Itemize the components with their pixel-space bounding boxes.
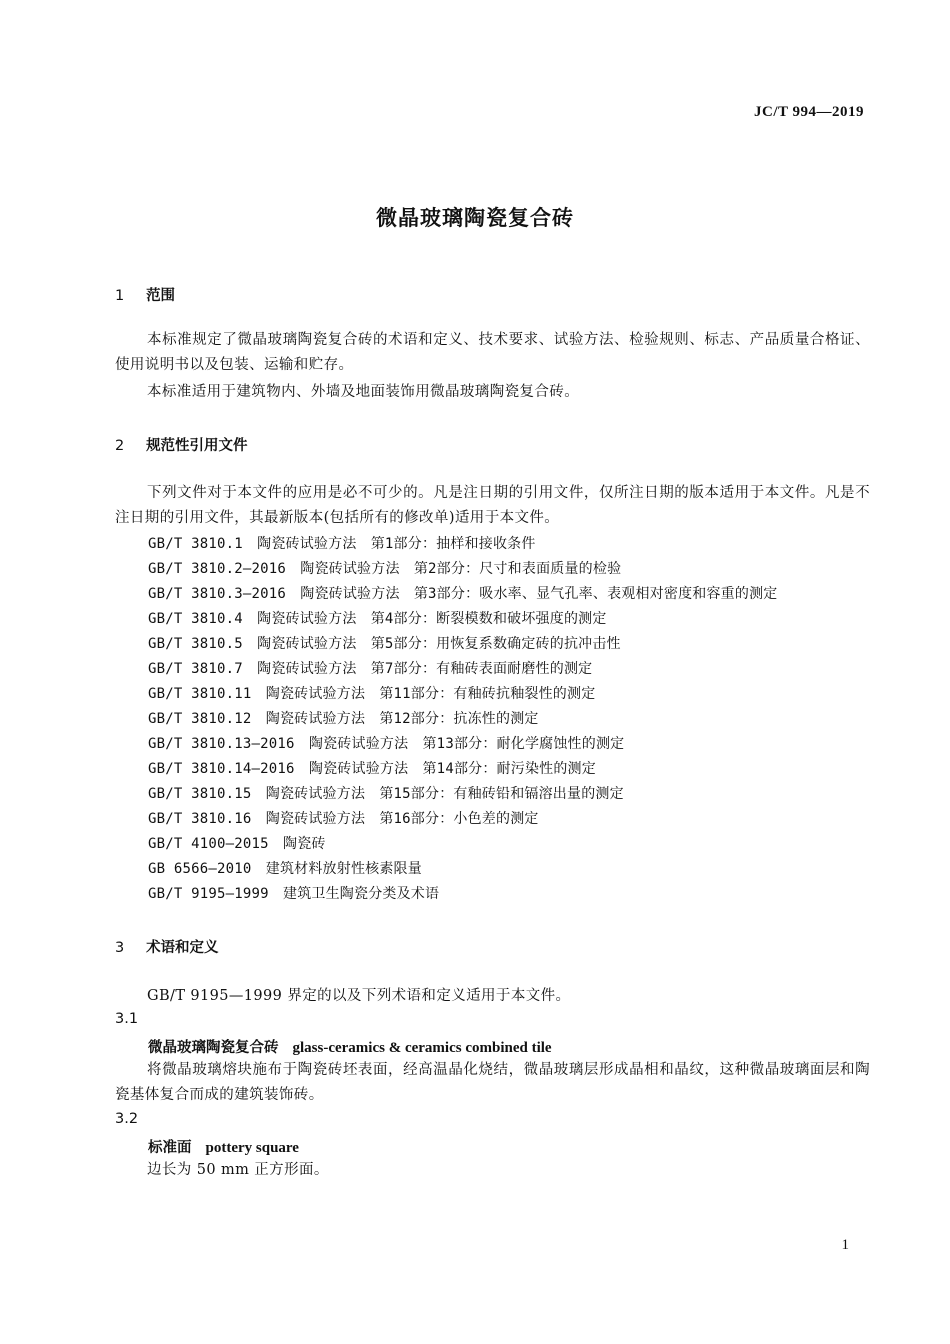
- term-entry: [148, 1036, 552, 1057]
- reference-item: GB/T 3810.12 陶瓷砖试验方法 第12部分：抗冻性的测定: [148, 711, 539, 727]
- reference-item: GB/T 3810.3—2016 陶瓷砖试验方法 第3部分：吸水率、显气孔率、表观相对密度和容重的测定: [148, 586, 778, 602]
- reference-item: GB/T 3810.7 陶瓷砖试验方法 第7部分：有釉砖表面耐磨性的测定: [148, 661, 593, 677]
- reference-item: GB/T 3810.4 陶瓷砖试验方法 第4部分：断裂模数和破坏强度的测定: [148, 611, 607, 627]
- scope-paragraph-1: 本标准规定了微晶玻璃陶瓷复合砖的术语和定义、技术要求、试验方法、检验规则、标志、产品质量合格证、使用说明书以及包装、运输和贮存。: [115, 332, 870, 373]
- reference-item: GB/T 9195—1999 建筑卫生陶瓷分类及术语: [148, 886, 440, 902]
- term-entry: [148, 1136, 299, 1157]
- section-number: 2: [115, 438, 125, 454]
- reference-item: GB 6566—2010 建筑材料放射性核素限量: [148, 861, 422, 877]
- document-title: 微晶玻璃陶瓷复合砖: [376, 206, 574, 230]
- standard-number: JC/T 994—2019: [754, 104, 864, 120]
- term-definition: 边长为 50 mm 正方形面。: [147, 1162, 329, 1178]
- section-1-heading: [115, 284, 175, 305]
- scope-paragraph-2: 本标准适用于建筑物内、外墙及地面装饰用微晶玻璃陶瓷复合砖。: [147, 384, 580, 400]
- term-english: glass-ceramics & ceramics combined tile: [292, 1040, 552, 1056]
- terms-intro: GB/T 9195—1999 界定的以及下列术语和定义适用于本文件。: [147, 988, 571, 1004]
- term-chinese: 微晶玻璃陶瓷复合砖: [148, 1040, 279, 1056]
- reference-item: GB/T 3810.13—2016 陶瓷砖试验方法 第13部分：耐化学腐蚀性的测定: [148, 736, 625, 752]
- section-title: 规范性引用文件: [146, 438, 248, 454]
- reference-item: GB/T 4100—2015 陶瓷砖: [148, 836, 326, 852]
- reference-item: GB/T 3810.14—2016 陶瓷砖试验方法 第14部分：耐污染性的测定: [148, 761, 596, 777]
- section-number: 1: [115, 288, 125, 304]
- reference-item: GB/T 3810.2—2016 陶瓷砖试验方法 第2部分：尺寸和表面质量的检验: [148, 561, 622, 577]
- section-3-heading: [115, 936, 219, 957]
- references-intro: 下列文件对于本文件的应用是必不可少的。凡是注日期的引用文件，仅所注日期的版本适用于本文件。凡是不注日期的引用文件，其最新版本(包括所有的修改单)适用于本文件。: [115, 485, 870, 526]
- reference-item: GB/T 3810.5 陶瓷砖试验方法 第5部分：用恢复系数确定砖的抗冲击性: [148, 636, 621, 652]
- term-chinese: 标准面: [148, 1140, 192, 1156]
- page-number: 1: [841, 1237, 849, 1253]
- term-english: pottery square: [205, 1140, 299, 1156]
- term-definition: 将微晶玻璃熔块施布于陶瓷砖坯表面，经高温晶化烧结，微晶玻璃层形成晶相和晶纹，这种微晶玻璃面层和陶瓷基体复合而成的建筑装饰砖。: [115, 1062, 870, 1103]
- clause-number: 3.1: [115, 1011, 139, 1027]
- section-title: 范围: [146, 288, 176, 304]
- section-number: 3: [115, 940, 125, 956]
- reference-item: GB/T 3810.1 陶瓷砖试验方法 第1部分：抽样和接收条件: [148, 536, 536, 552]
- section-title: 术语和定义: [146, 940, 219, 956]
- clause-number: 3.2: [115, 1111, 139, 1127]
- reference-item: GB/T 3810.11 陶瓷砖试验方法 第11部分：有釉砖抗釉裂性的测定: [148, 686, 596, 702]
- section-2-heading: [115, 434, 248, 455]
- reference-item: GB/T 3810.15 陶瓷砖试验方法 第15部分：有釉砖铅和镉溶出量的测定: [148, 786, 624, 802]
- reference-item: GB/T 3810.16 陶瓷砖试验方法 第16部分：小色差的测定: [148, 811, 539, 827]
